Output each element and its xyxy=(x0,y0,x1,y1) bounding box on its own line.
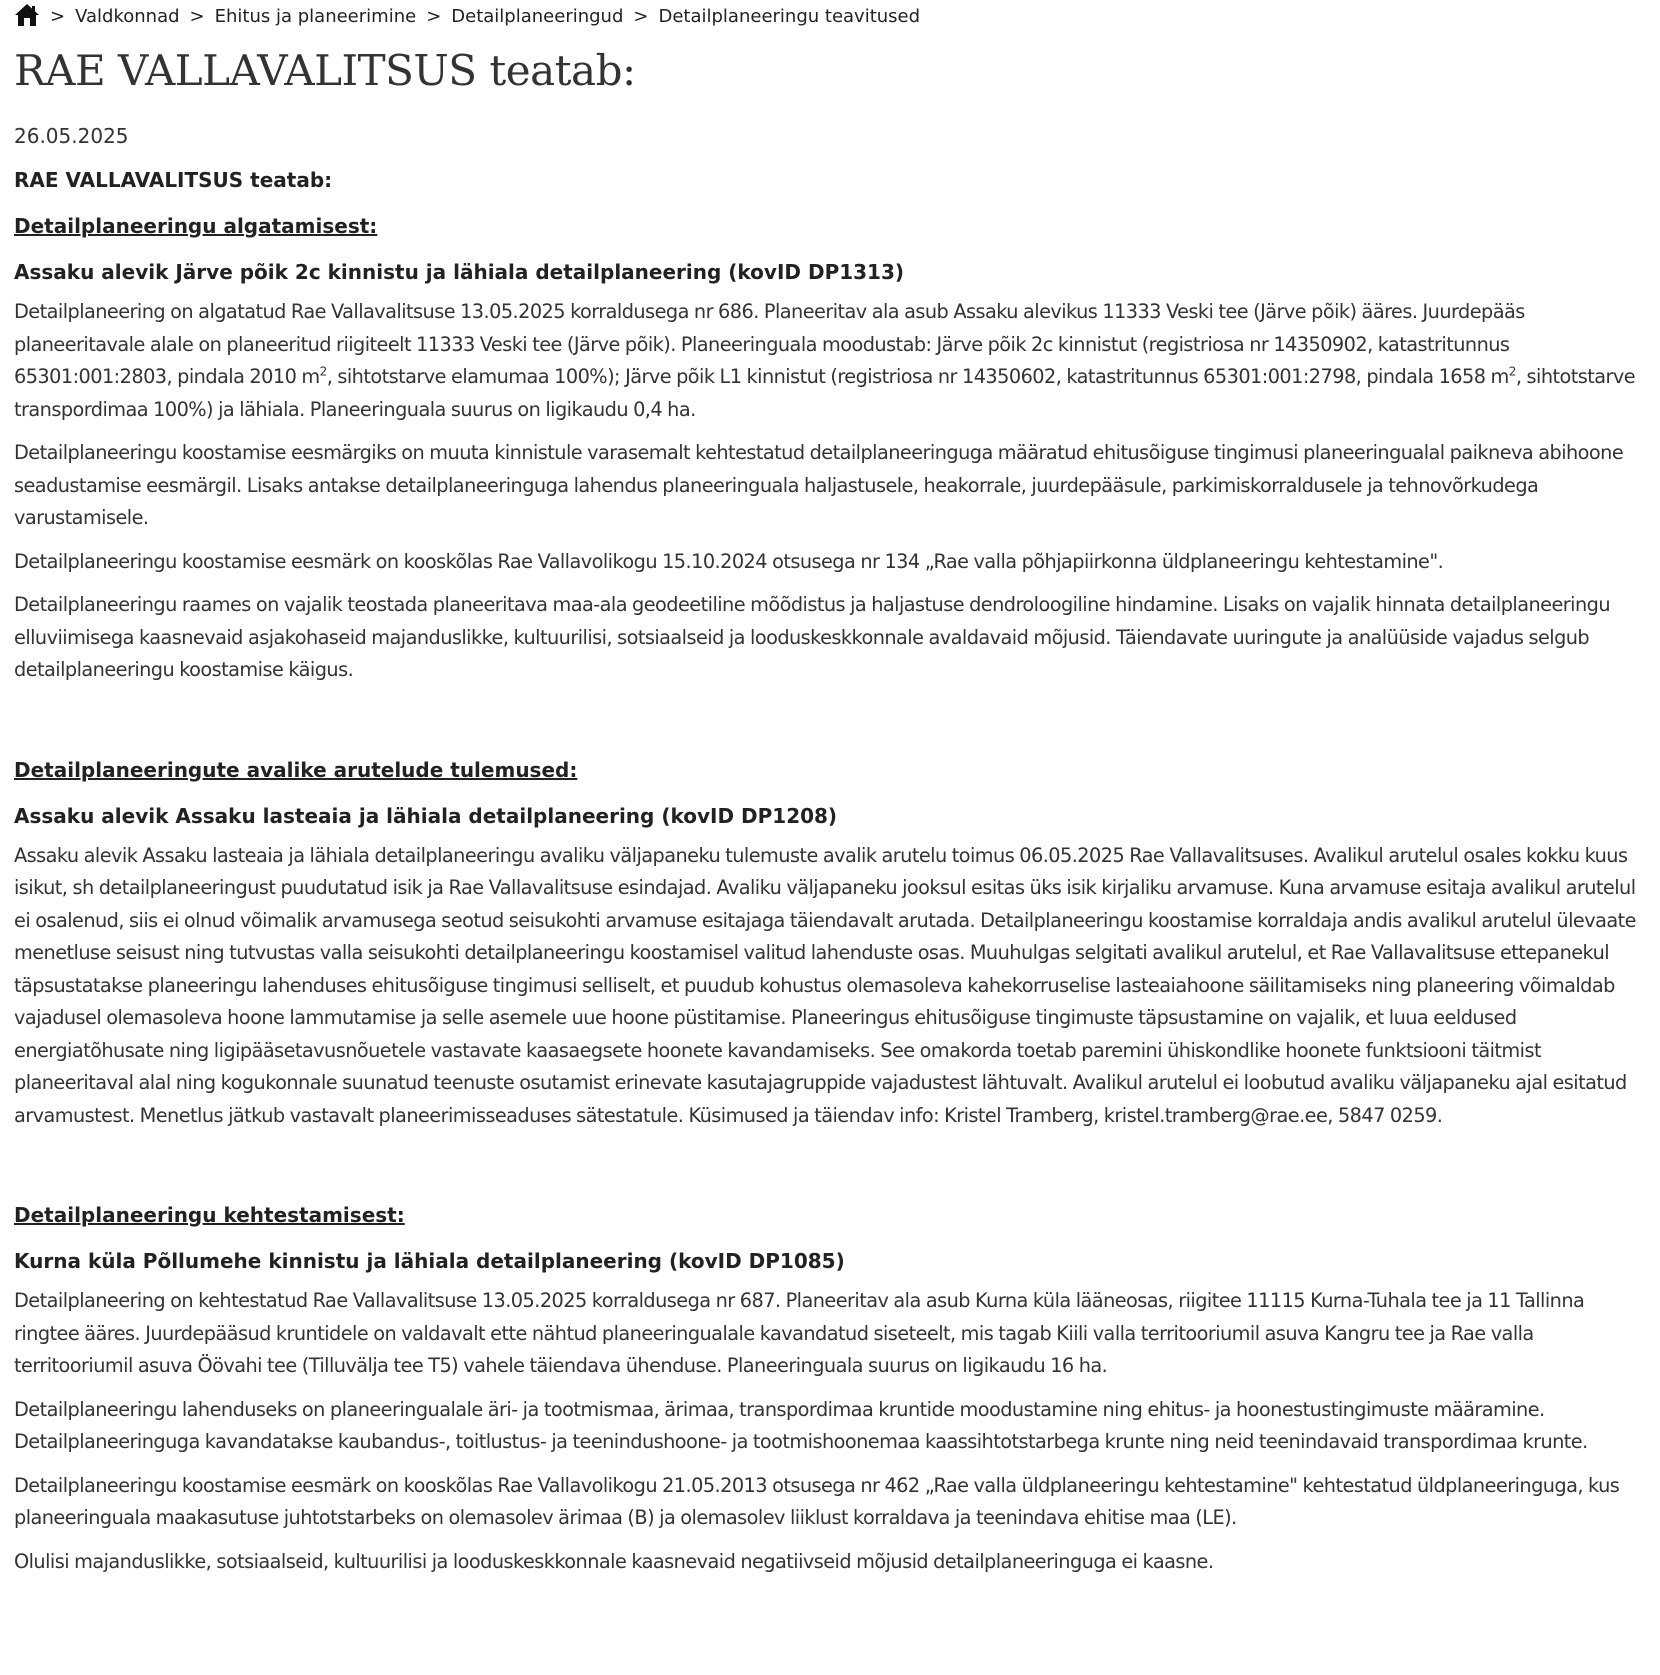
home-icon[interactable] xyxy=(14,3,40,29)
paragraph: Detailplaneering on kehtestatud Rae Vallavalitsuse 13.05.2025 korraldusega nr 687. Planeeritav ala asub Kurna küla lääneosas, riigitee 11115 Kurna-Tuhala tee ja 11 Tallinna ringtee ääres. Juurdepääsud kruntidele on valdavalt ette nähtud planeeringualale kavandatud siseteelt, mis tagab Kiili valla territooriumil asuva Kangru tee ja Rae valla territooriumil asuva Öövahi tee (Tilluvälja tee T5) vahele täiendava ühenduse. Planeeringuala suurus on ligikaudu 16 ha. xyxy=(14,1289,1585,1377)
superscript: 2 xyxy=(319,364,327,379)
breadcrumb-link-ehitus[interactable]: Ehitus ja planeerimine xyxy=(214,5,417,27)
paragraph-text: Detailplaneering on algatatud Rae Vallavalitsuse 13.05.2025 korraldusega nr 686. Planeeritav ala asub Assaku alevikus 11333 Veski tee (Järve põik) ääres. Juurdepääs planeeritavale alale on planeeritud riigiteelt 11333 Veski tee (Järve põik). Planeeringuala moodustab: Järve põik 2c kinnistut (registriosa nr 14350902, katastritunnus 65301:001:2803, pindala 2010 m xyxy=(14,300,1525,388)
plan-title: Assaku alevik Järve põik 2c kinnistu ja lähiala detailplaneering (kovID DP1313) xyxy=(14,260,905,284)
paragraph xyxy=(14,296,1654,426)
paragraph: Detailplaneeringu koostamise eesmärgiks on muuta kinnistule varasemalt kehtestatud detailplaneeringuga määratud ehitusõiguse tingimusi planeeringualal paikneva abihoone seadustamise eesmärgil. Lisaks antakse detailplaneeringuga lahendus planeeringuala haljastusele, heakorrale, juurdepääsule, parkimiskorraldusele ja tehnovõrkudega varustamisele. xyxy=(14,441,1624,529)
section-initiation xyxy=(14,213,1660,687)
paragraph: Detailplaneeringu koostamise eesmärk on kooskõlas Rae Vallavolikogu 21.05.2013 otsusega nr 462 „Rae valla üldplaneeringu kehtestamine" kehtestatud üldplaneeringuga, kus planeeringuala maakasutuse juhtotstarbeks on olemasolev ärimaa (B) ja olemasolev liiklust korraldava ja teenindava ehitise maa (LE). xyxy=(14,1473,1620,1529)
section-heading: Detailplaneeringu algatamisest: xyxy=(14,214,378,238)
section-adoption xyxy=(14,1202,1660,1578)
paragraph: Assaku alevik Assaku lasteaia ja lähiala detailplaneeringu avaliku väljapaneku tulemuste avalik arutelu toimus 06.05.2025 Rae Vallavalitsuses. Avalikul arutelul osales kokku kuus isikut, sh detailplaneeringust puudutatud isik ja Rae Vallavalitsuse esindajad. Avaliku väljapaneku jooksul esitas üks isik kirjaliku arvamuse. Kuna arvamuse esitaja avalikul arutelul ei osalenud, siis ei olnud võimalik arvamusega seotud seisukohti arvamuse esitajaga täiendavalt arutada. Detailplaneeringu koostamise korraldaja andis avalikul arutelul ülevaate menetluse seisust ning tutvustas valla seisukohti detailplaneeringu koostamisel valitud lahenduste osas. Muuhulgas selgitati avalikul arutelul, et Rae Vallavalitsuse ettepanekul täpsustatakse planeeringu lahenduses ehitusõiguse tingimusi selliselt, et puudub kohustus olemasoleva kahekorruselise lasteaiahoone säilitamiseks ning planeering võimaldab vajadusel olemasoleva hoone lammutamise ja selle asemele uue hoone püstitamise. Planeeringus ehitusõiguse tingimuste täpsustamine on vajalik, et luua eeldused energiatõhusate ning ligipääsetavusnõuetele vastavate kaasaegsete hoonete kavandamiseks. See omakorda toetab paremini ühiskondlike hoonete funktsiooni täitmist planeeritaval alal ning kogukonnale suunatud teenuste osutamist erinevate kasutajagruppide vajadustest lähtuvalt. Avalikul arutelul ei loobutud avaliku väljapaneku ajal esitatud arvamustest. Menetlus jätkub vastavalt planeerimisseaduses sätestatule. Küsimused ja täiendav info: Kristel Tramberg, kristel.tramberg@rae.ee, 5847 0259. xyxy=(14,843,1636,1127)
superscript: 2 xyxy=(1508,364,1516,379)
publish-date: 26.05.2025 xyxy=(14,124,129,148)
breadcrumb-separator: > xyxy=(633,5,649,27)
section-heading: Detailplaneeringute avalike arutelude tulemused: xyxy=(14,757,578,782)
paragraph: Detailplaneeringu raames on vajalik teostada planeeritava maa-ala geodeetiline mõõdistus ja haljastuse dendroloogiline hindamine. Lisaks on vajalik hinnata detailplaneeringu elluviimisega kaasnevaid asjakohaseid majanduslikke, kultuurilisi, sotsiaalseid ja looduskeskkonnale avaldavaid mõjusid. Täiendavate uuringute ja analüüside vajadus selgub detailplaneeringu koostamise käigus. xyxy=(14,593,1610,681)
lead-text: RAE VALLAVALITSUS teatab: xyxy=(14,168,333,192)
plan-title: Assaku alevik Assaku lasteaia ja lähiala detailplaneering (kovID DP1208) xyxy=(14,803,838,828)
paragraph: Olulisi majanduslikke, sotsiaalseid, kultuurilisi ja looduskeskkonnale kaasnevaid negatiivseid mõjusid detailplaneeringuga ei kaasne. xyxy=(14,1549,1214,1573)
plan-title: Kurna küla Põllumehe kinnistu ja lähiala detailplaneering (kovID DP1085) xyxy=(14,1249,845,1273)
breadcrumb-link-valdkonnad[interactable]: Valdkonnad xyxy=(75,5,180,27)
paragraph-text: , sihtotstarve elamumaa 100%); Järve põik L1 kinnistut (registriosa nr 14350602, katastritunnus 65301:001:2798, pindala 1658 m xyxy=(326,365,1509,388)
section-public-discussions xyxy=(14,757,1660,1133)
breadcrumb xyxy=(14,0,1660,32)
breadcrumb-separator: > xyxy=(426,5,442,27)
breadcrumb-separator: > xyxy=(189,5,205,27)
page-title: RAE VALLAVALITSUS teatab: xyxy=(14,46,636,95)
breadcrumb-link-teavitused[interactable]: Detailplaneeringu teavitused xyxy=(658,5,921,27)
paragraph: Detailplaneeringu koostamise eesmärk on kooskõlas Rae Vallavolikogu 15.10.2024 otsusega nr 134 „Rae valla põhjapiirkonna üldplaneeringu kehtestamine". xyxy=(14,549,1444,573)
section-heading: Detailplaneeringu kehtestamisest: xyxy=(14,1203,405,1227)
breadcrumb-separator: > xyxy=(50,5,66,27)
paragraph-text: , sihtotstarve transpordimaa 100%) ja lähiala. Planeeringuala suurus on ligikaudu 0,4 ha. xyxy=(14,365,1636,421)
breadcrumb-link-detailplaneeringud[interactable]: Detailplaneeringud xyxy=(451,5,624,27)
paragraph: Detailplaneeringu lahenduseks on planeeringualale äri- ja tootmismaa, ärimaa, transpordimaa kruntide moodustamine ning ehitus- ja hoonestustingimuste määramine. Detailplaneeringuga kavandatakse kaubandus-, toitlustus- ja teenindushoone- ja tootmishoonemaa kaassihtotstarbega krunte ning neid teenindavaid transpordimaa krunte. xyxy=(14,1397,1588,1453)
